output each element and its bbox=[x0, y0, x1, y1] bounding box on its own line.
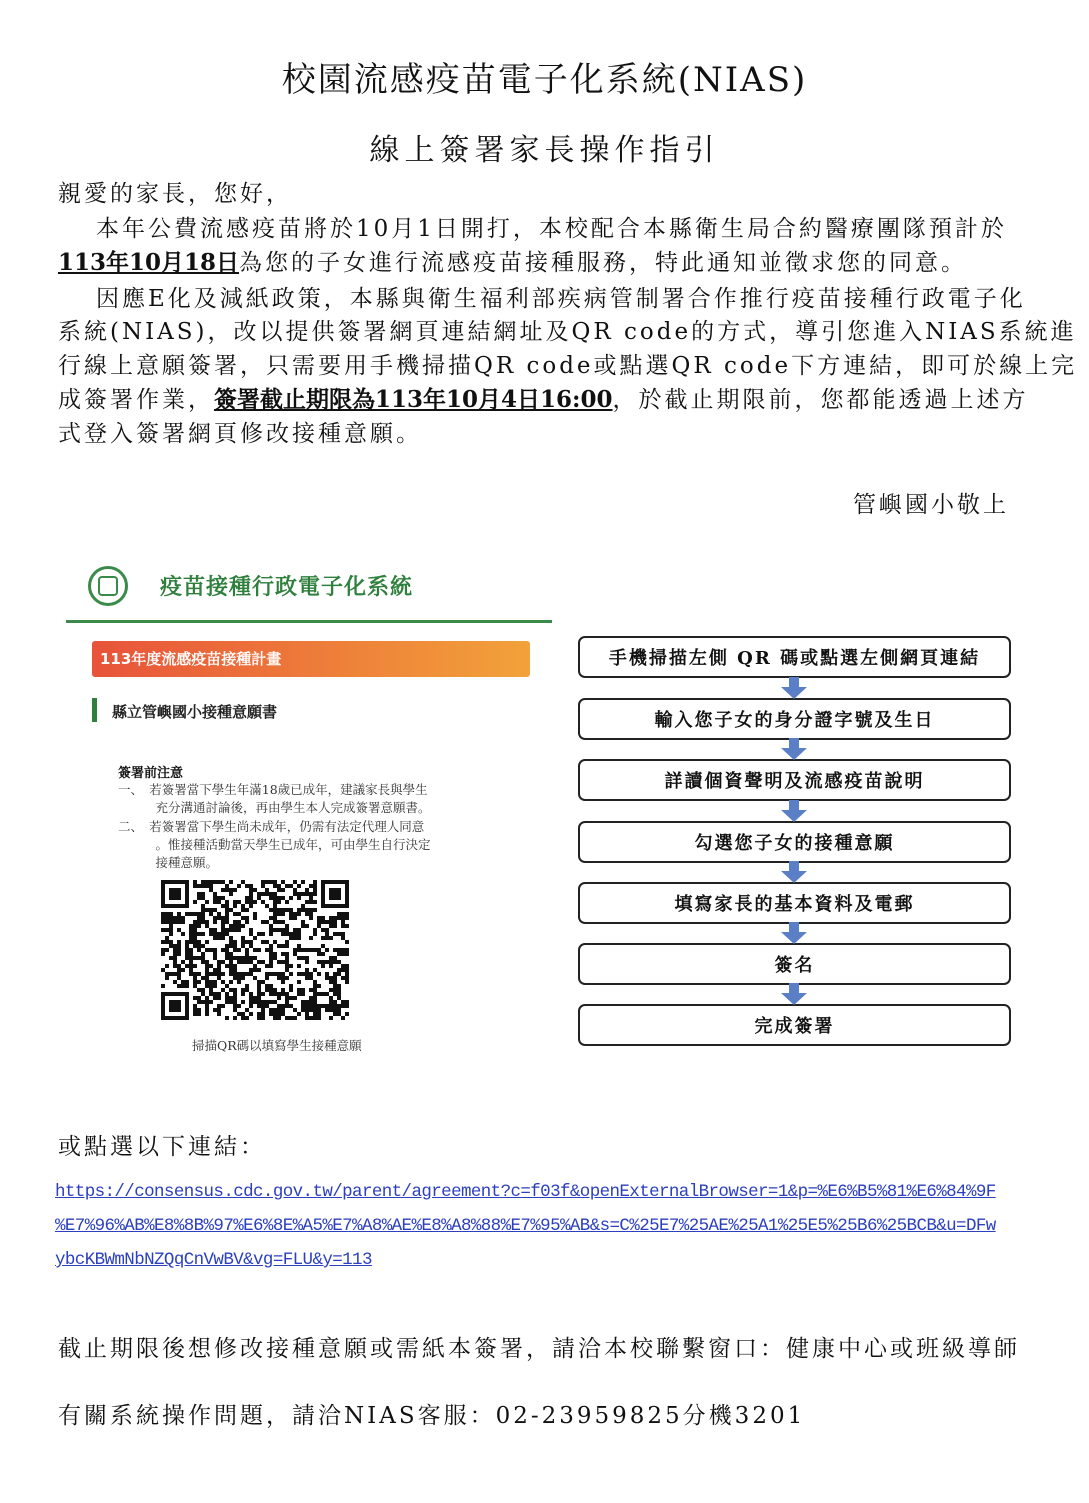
consent-link[interactable]: ybcKBWmNbNZQqCnVwBV&vg=FLU&y=113 bbox=[55, 1250, 372, 1270]
down-arrow-icon bbox=[780, 861, 808, 883]
note-line: 一、 若簽署當下學生年滿18歲已成年，建議家長與學生 bbox=[118, 782, 428, 797]
greeting: 親愛的家長，您好， bbox=[58, 181, 292, 207]
note-line: 充分溝通討論後，再由學生本人完成簽署意願書。 bbox=[118, 800, 431, 815]
flow-step-3: 詳讀個資聲明及流感疫苗說明 bbox=[578, 759, 1011, 801]
paragraph-2-line-3: 行線上意願簽署，只需要用手機掃描QR code或點選QR code下方連結，即可於線上完 bbox=[58, 353, 1078, 379]
paragraph-2-line-2: 系統(NIAS)，改以提供簽署網頁連結網址及QR code的方式，導引您進入NIAS系統進 bbox=[58, 319, 1077, 345]
flow-step-6: 簽名 bbox=[578, 943, 1011, 985]
school-signature: 管嶼國小敬上 bbox=[853, 492, 1009, 518]
header-divider bbox=[66, 620, 552, 623]
plan-label: 113年度流感疫苗接種計畫 bbox=[100, 650, 282, 668]
flow-step-2: 輸入您子女的身分證字號及生日 bbox=[578, 698, 1011, 740]
flow-step-7: 完成簽署 bbox=[578, 1004, 1011, 1046]
down-arrow-icon bbox=[780, 677, 808, 699]
paragraph-1-line-2 bbox=[58, 246, 967, 280]
flow-step-5: 填寫家長的基本資料及電郵 bbox=[578, 882, 1011, 924]
paragraph-2-line-1: 因應E化及減紙政策，本縣與衛生福利部疾病管制署合作推行疫苗接種行政電子化 bbox=[96, 286, 1026, 312]
down-arrow-icon bbox=[780, 983, 808, 1005]
paragraph-2-line-5: 式登入簽署網頁修改接種意願。 bbox=[58, 421, 422, 447]
page-subtitle: 線上簽署家長操作指引 bbox=[369, 133, 720, 168]
down-arrow-icon bbox=[780, 738, 808, 760]
qr-code[interactable] bbox=[161, 880, 349, 1020]
flow-step-1: 手機掃描左側 QR 碼或點選左側網頁連結 bbox=[578, 636, 1011, 678]
note-line: 。惟接種活動當天學生已成年，可由學生自行決定 bbox=[118, 837, 431, 852]
notes-title: 簽署前注意 bbox=[118, 766, 184, 781]
consent-link[interactable]: https://consensus.cdc.gov.tw/parent/agreement?c=f03f&openExternalBrowser=1&p=%E6%B5%81%E6%84%9F bbox=[55, 1182, 996, 1202]
note-line: 二、 若簽署當下學生尚未成年，仍需有法定代理人同意 bbox=[118, 819, 425, 834]
link-label: 或點選以下連結： bbox=[58, 1134, 266, 1160]
signing-deadline: 簽署截止期限為113年10月4日16:00 bbox=[214, 386, 613, 413]
note-line: 接種意願。 bbox=[118, 855, 219, 870]
paragraph-2-line-4-post: ，於截止期限前，您都能透過上述方 bbox=[612, 387, 1029, 413]
consent-link[interactable]: %E7%96%AB%E8%8B%97%E6%8E%A5%E7%A8%AE%E8%A8%88%E7%95%AB&s=C%25E7%25AE%25A1%25E5%25B6%25BCB&u=DFw bbox=[55, 1216, 996, 1236]
school-label-marker bbox=[92, 698, 97, 722]
vaccination-date: 113年10月18日 bbox=[58, 249, 240, 276]
system-title: 疫苗接種行政電子化系統 bbox=[160, 575, 414, 600]
paragraph-1-line-2-rest: 為您的子女進行流感疫苗接種服務，特此通知並徵求您的同意。 bbox=[239, 250, 968, 276]
down-arrow-icon bbox=[780, 800, 808, 822]
paragraph-2-line-4-pre: 成簽署作業， bbox=[58, 387, 214, 413]
nias-logo-inner-icon bbox=[98, 576, 118, 596]
flow-step-4: 勾選您子女的接種意願 bbox=[578, 821, 1011, 863]
school-consent-title: 縣立管嶼國小接種意願書 bbox=[112, 703, 278, 721]
paragraph-2-line-4 bbox=[58, 383, 1029, 417]
paragraph-1-line-1: 本年公費流感疫苗將於10月1日開打，本校配合本縣衛生局合約醫療團隊預計於 bbox=[96, 216, 1007, 242]
support-note: 有關系統操作問題，請洽NIAS客服：02-23959825分機3201 bbox=[58, 1403, 806, 1429]
page-title: 校園流感疫苗電子化系統(NIAS) bbox=[281, 60, 808, 100]
contact-note: 截止期限後想修改接種意願或需紙本簽署，請洽本校聯繫窗口：健康中心或班級導師 bbox=[58, 1336, 1020, 1362]
down-arrow-icon bbox=[780, 922, 808, 944]
qr-caption: 掃描QR碼以填寫學生接種意願 bbox=[192, 1038, 362, 1053]
